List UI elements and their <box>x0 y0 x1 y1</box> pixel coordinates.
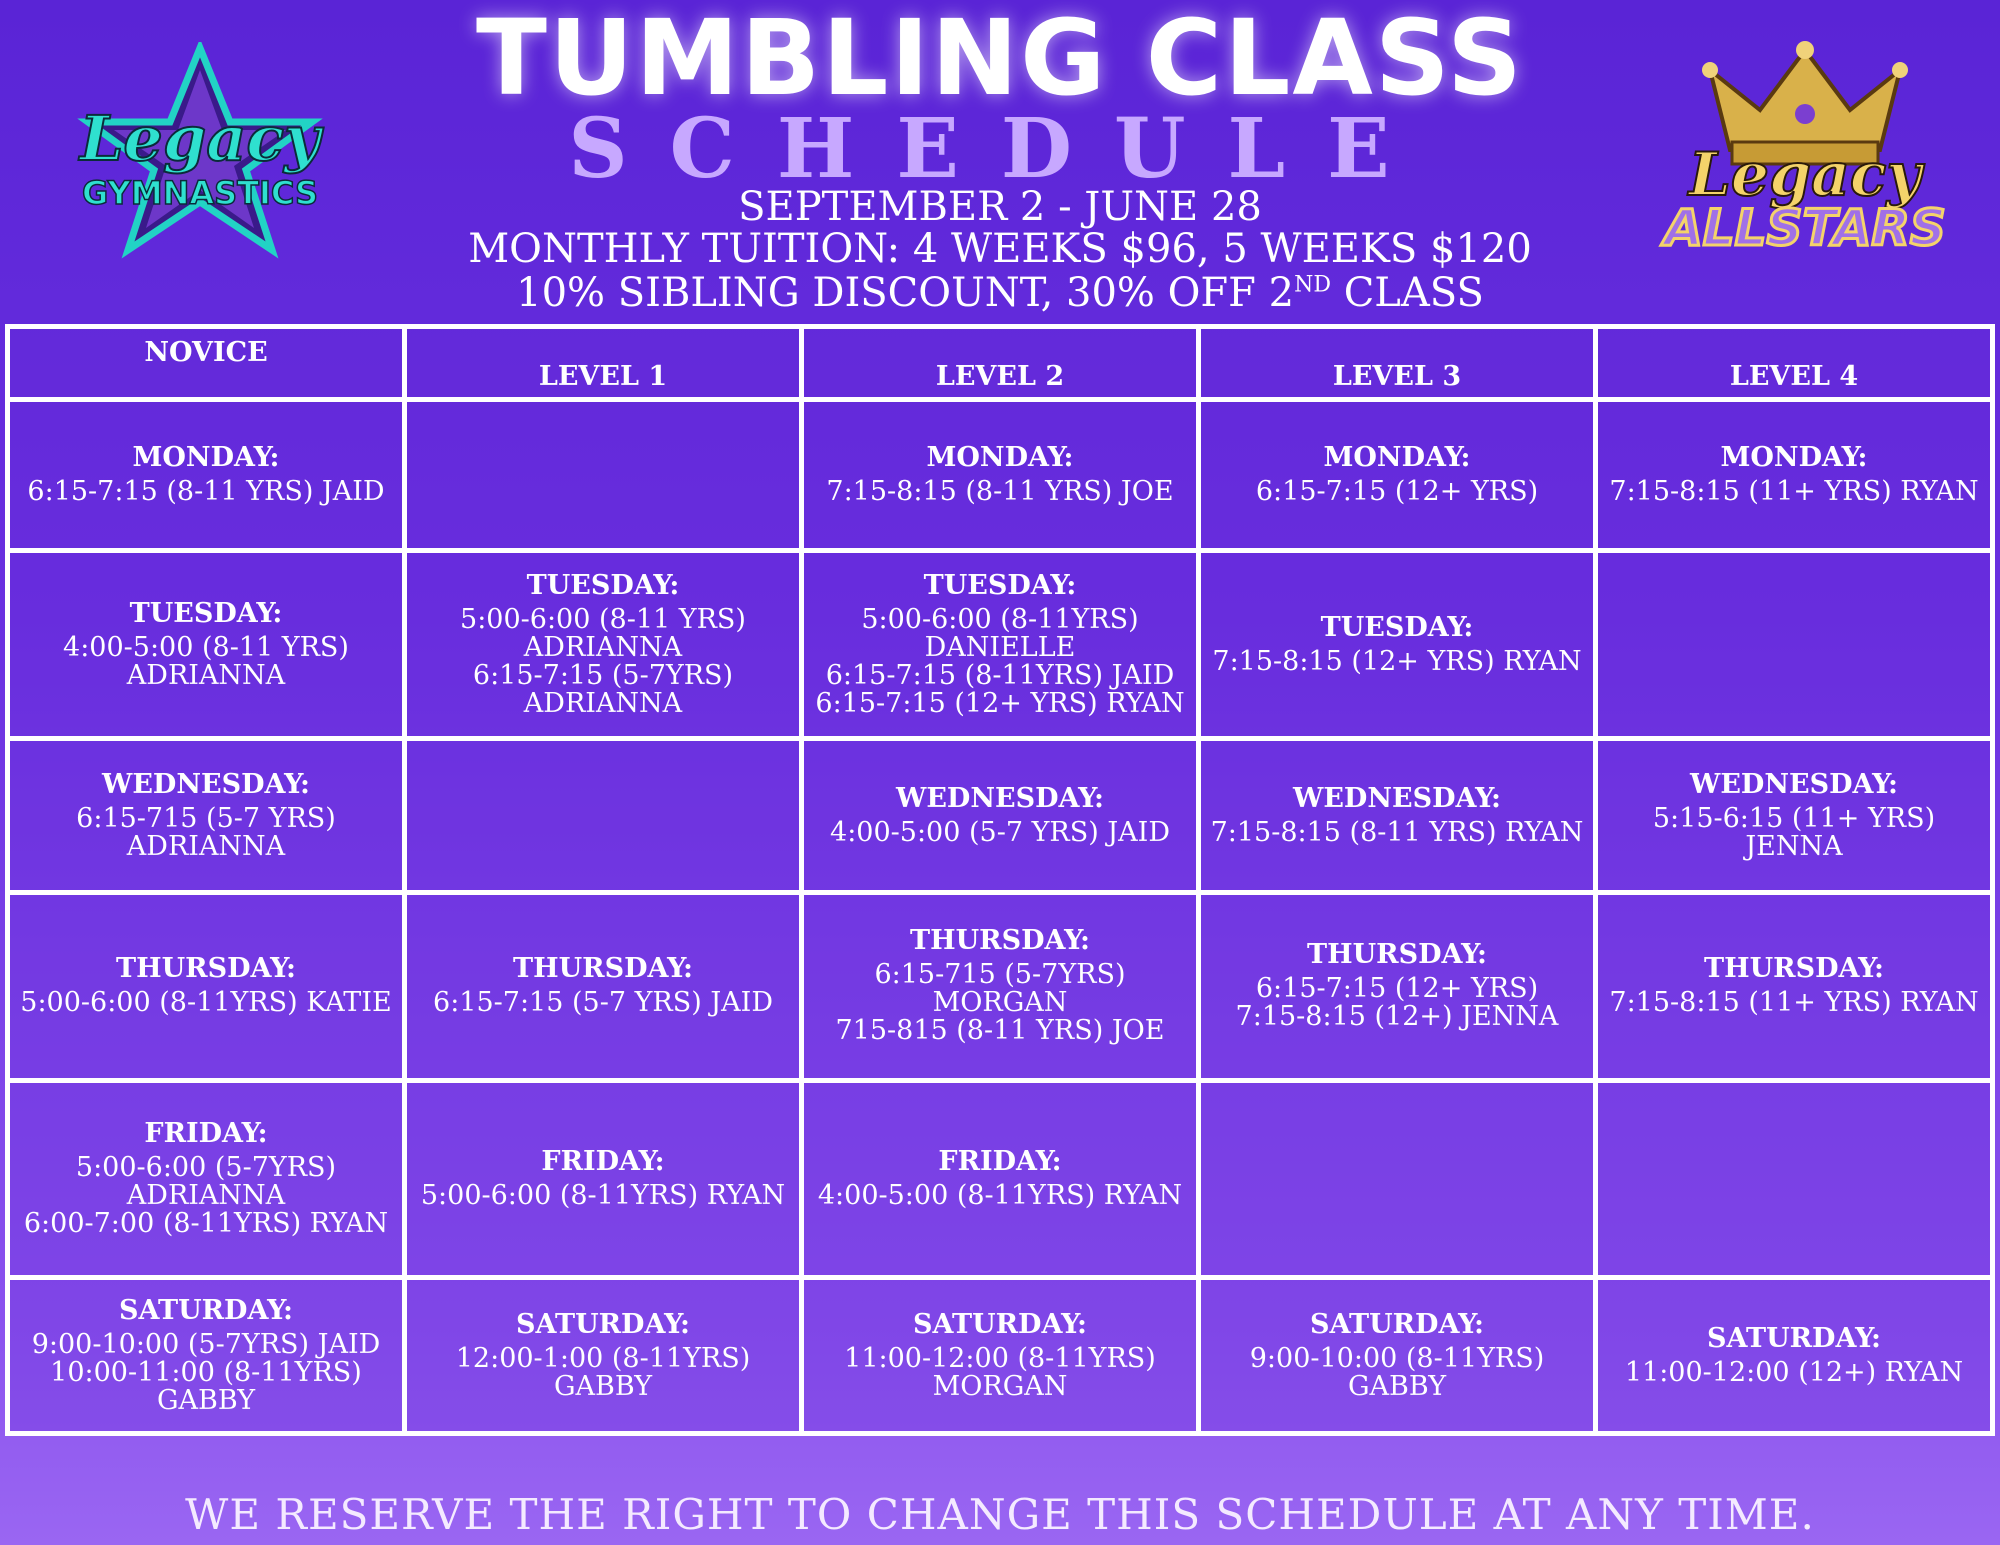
header-row <box>8 327 1993 400</box>
class-time-entry: 12:00-1:00 (8-11YRS) <box>455 1342 751 1374</box>
day-label: SATURDAY: <box>1310 1308 1484 1340</box>
schedule-cell-level-1 <box>405 400 802 551</box>
legacy-allstars-logo <box>1640 30 1970 270</box>
class-time-entry: 7:15-8:15 (11+ YRS) RYAN <box>1609 987 1979 1019</box>
column-header-level-2: LEVEL 2 <box>802 327 1199 400</box>
logo-script-text: Legacy <box>79 102 321 175</box>
class-time-entry: 6:15-715 (5-7 YRS) <box>76 802 336 834</box>
class-time-entry: DANIELLE <box>924 631 1076 663</box>
schedule-cell-level-2 <box>802 892 1199 1080</box>
schedule-cell-level-2 <box>802 1080 1199 1278</box>
class-time-entry: 4:00-5:00 (5-7 YRS) JAID <box>830 816 1170 848</box>
day-label: MONDAY: <box>1323 442 1471 474</box>
day-label: MONDAY: <box>926 442 1074 474</box>
class-time-entry: 6:15-7:15 (8-11 YRS) JAID <box>27 476 385 508</box>
schedule-cell-novice <box>8 551 405 739</box>
schedule-cell-level-1 <box>405 1080 802 1278</box>
day-label: FRIDAY: <box>541 1146 665 1178</box>
column-header-level-3: LEVEL 3 <box>1199 327 1596 400</box>
schedule-cell-level-1 <box>405 739 802 892</box>
class-time-entry: 5:00-6:00 (8-11YRS) <box>861 603 1139 635</box>
day-label: FRIDAY: <box>144 1118 268 1150</box>
day-label: TUESDAY: <box>923 569 1077 601</box>
class-time-entry: 7:15-8:15 (11+ YRS) RYAN <box>1609 476 1979 508</box>
class-time-entry: ADRIANNA <box>523 687 683 719</box>
discount-suffix: CLASS <box>1330 270 1484 316</box>
logo-wordmark-text: GYMNASTICS <box>81 174 319 212</box>
logo-wordmark-text: ALLSTARS <box>1664 199 1946 257</box>
schedule-cell-level-3 <box>1199 551 1596 739</box>
discount-info <box>0 272 2000 314</box>
day-label: SATURDAY: <box>119 1294 293 1326</box>
class-time-entry: 6:15-715 (5-7YRS) <box>874 959 1126 991</box>
schedule-cell-novice <box>8 739 405 892</box>
day-label: SATURDAY: <box>1707 1322 1881 1354</box>
class-time-entry: 7:15-8:15 (12+) JENNA <box>1235 1001 1559 1033</box>
schedule-table <box>5 324 1995 1436</box>
day-label: FRIDAY: <box>938 1146 1062 1178</box>
class-time-entry: 5:00-6:00 (8-11YRS) RYAN <box>420 1180 786 1212</box>
class-time-entry: 11:00-12:00 (12+) RYAN <box>1624 1356 1964 1388</box>
schedule-cell-novice <box>8 1278 405 1434</box>
class-time-entry: 9:00-10:00 (5-7YRS) JAID <box>31 1328 381 1360</box>
date-range: SEPTEMBER 2 - JUNE 28 <box>738 184 1262 230</box>
class-time-entry: 5:00-6:00 (5-7YRS) <box>75 1152 337 1184</box>
day-label: THURSDAY: <box>1306 939 1487 971</box>
class-time-entry: 6:15-7:15 (8-11YRS) JAID <box>825 659 1175 691</box>
day-label: THURSDAY: <box>512 953 693 985</box>
day-label: WEDNESDAY: <box>896 782 1104 814</box>
schedule-row <box>8 400 1993 551</box>
class-time-entry: 6:00-7:00 (8-11YRS) RYAN <box>23 1208 389 1240</box>
discount-superscript: ND <box>1294 272 1331 298</box>
schedule-cell-level-1 <box>405 551 802 739</box>
page-title: TUMBLING CLASS <box>476 0 1524 119</box>
class-time-entry: 6:15-7:15 (12+ YRS) <box>1255 476 1539 508</box>
class-time-entry: MORGAN <box>932 987 1068 1019</box>
day-label: THURSDAY: <box>909 925 1090 957</box>
legacy-gymnastics-logo <box>50 42 350 262</box>
schedule-cell-level-4 <box>1596 551 1993 739</box>
day-label: SATURDAY: <box>516 1308 690 1340</box>
schedule-cell-level-3 <box>1199 400 1596 551</box>
class-time-entry: ADRIANNA <box>523 631 683 663</box>
day-label: SATURDAY: <box>913 1308 1087 1340</box>
schedule-cell-level-4 <box>1596 1080 1993 1278</box>
day-label: TUESDAY: <box>526 569 680 601</box>
day-label: THURSDAY: <box>1703 953 1884 985</box>
column-header-level-1: LEVEL 1 <box>405 327 802 400</box>
class-time-entry: 6:15-7:15 (5-7 YRS) JAID <box>433 987 773 1019</box>
class-time-entry: ADRIANNA <box>126 1180 286 1212</box>
schedule-cell-level-3 <box>1199 892 1596 1080</box>
column-header-novice: NOVICE <box>8 327 405 400</box>
class-time-entry: ADRIANNA <box>126 830 286 862</box>
schedule-cell-level-1 <box>405 1278 802 1434</box>
schedule-cell-level-3 <box>1199 1080 1596 1278</box>
disclaimer-footer: WE RESERVE THE RIGHT TO CHANGE THIS SCHEDULE AT ANY TIME. <box>185 1490 1815 1539</box>
class-time-entry: ADRIANNA <box>126 659 286 691</box>
class-time-entry: 7:15-8:15 (12+ YRS) RYAN <box>1212 645 1582 677</box>
day-label: WEDNESDAY: <box>1690 768 1898 800</box>
tuition-info: MONTHLY TUITION: 4 WEEKS $96, 5 WEEKS $120 <box>468 226 1532 272</box>
class-time-entry: 10:00-11:00 (8-11YRS) <box>50 1356 362 1388</box>
class-time-entry: GABBY <box>156 1384 256 1416</box>
schedule-cell-level-2 <box>802 739 1199 892</box>
class-time-entry: 11:00-12:00 (8-11YRS) <box>844 1342 1156 1374</box>
class-time-entry: 4:00-5:00 (8-11YRS) RYAN <box>817 1180 1183 1212</box>
day-label: WEDNESDAY: <box>102 768 310 800</box>
class-time-entry: GABBY <box>553 1370 653 1402</box>
schedule-cell-level-4 <box>1596 400 1993 551</box>
logo-script-text: Legacy <box>1688 140 1922 210</box>
day-label: WEDNESDAY: <box>1293 782 1501 814</box>
class-time-entry: 4:00-5:00 (8-11 YRS) <box>63 631 349 663</box>
day-label: MONDAY: <box>132 442 280 474</box>
schedule-row <box>8 739 1993 892</box>
column-header-level-4: LEVEL 4 <box>1596 327 1993 400</box>
schedule-cell-novice <box>8 892 405 1080</box>
schedule-row <box>8 551 1993 739</box>
schedule-row <box>8 1080 1993 1278</box>
class-time-entry: 6:15-7:15 (12+ YRS) <box>1255 973 1539 1005</box>
schedule-cell-level-3 <box>1199 739 1596 892</box>
schedule-cell-level-3 <box>1199 1278 1596 1434</box>
schedule-cell-novice <box>8 400 405 551</box>
page-subtitle: SCHEDULE <box>568 101 1432 197</box>
class-time-entry: 7:15-8:15 (8-11 YRS) RYAN <box>1210 816 1584 848</box>
class-time-entry: MORGAN <box>932 1370 1068 1402</box>
class-time-entry: 6:15-7:15 (12+ YRS) RYAN <box>815 687 1185 719</box>
schedule-cell-level-4 <box>1596 739 1993 892</box>
class-time-entry: 9:00-10:00 (8-11YRS) GABBY <box>1249 1342 1545 1402</box>
schedule-cell-level-4 <box>1596 1278 1993 1434</box>
discount-text: 10% SIBLING DISCOUNT, 30% OFF 2 <box>516 270 1295 316</box>
schedule-row <box>8 1278 1993 1434</box>
schedule-cell-level-2 <box>802 1278 1199 1434</box>
day-label: TUESDAY: <box>129 597 283 629</box>
class-time-entry: 715-815 (8-11 YRS) JOE <box>835 1015 1165 1047</box>
schedule-cell-level-2 <box>802 400 1199 551</box>
day-label: THURSDAY: <box>115 953 296 985</box>
day-label: TUESDAY: <box>1320 611 1474 643</box>
schedule-row <box>8 892 1993 1080</box>
class-time-entry: 7:15-8:15 (8-11 YRS) JOE <box>826 476 1174 508</box>
schedule-cell-novice <box>8 1080 405 1278</box>
schedule-cell-level-4 <box>1596 892 1993 1080</box>
class-time-entry: 5:00-6:00 (8-11 YRS) <box>460 603 746 635</box>
class-time-entry: 6:15-7:15 (5-7YRS) <box>472 659 734 691</box>
schedule-cell-level-2 <box>802 551 1199 739</box>
day-label: MONDAY: <box>1720 442 1868 474</box>
class-time-entry: 5:00-6:00 (8-11YRS) KATIE <box>20 987 392 1019</box>
class-time-entry: 5:15-6:15 (11+ YRS) JENNA <box>1652 802 1936 862</box>
schedule-cell-level-1 <box>405 892 802 1080</box>
